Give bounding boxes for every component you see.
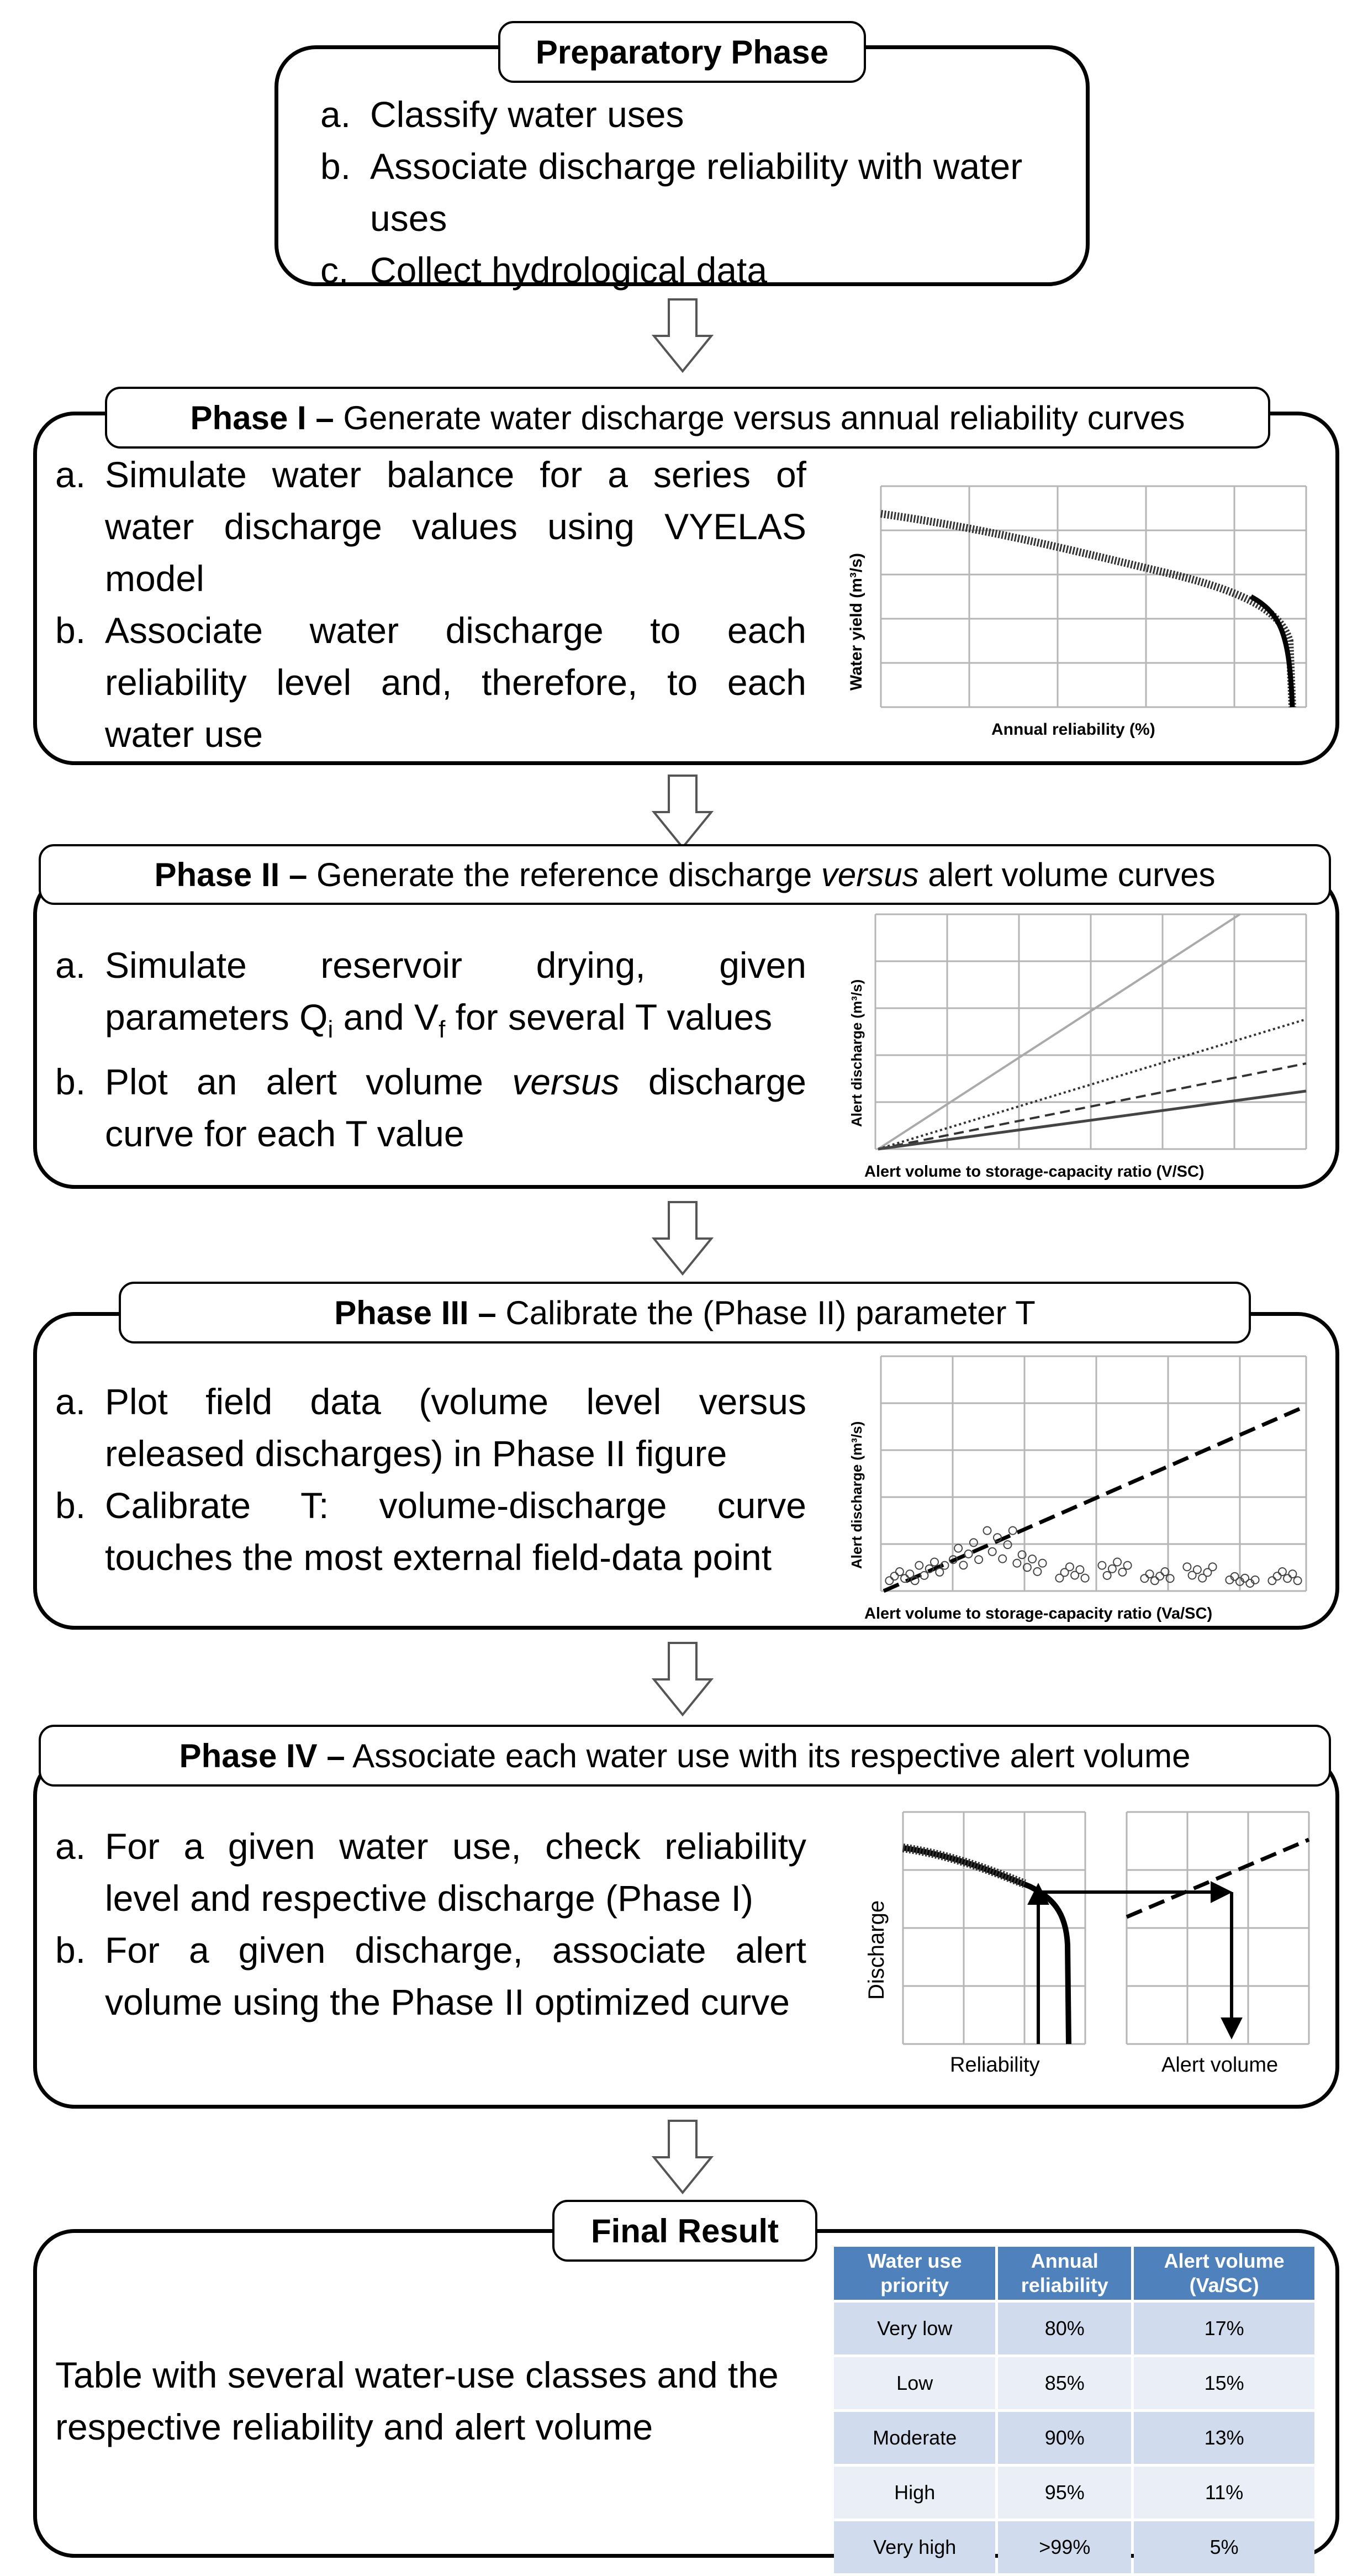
- phase3-list: a. Plot field data (volume level versus released discharges) in Phase II figure b. Calibrate T: volume-discharge curve touches the most external field-data point: [55, 1376, 806, 1583]
- field-data-point: [1118, 1568, 1126, 1576]
- result-table: [831, 2244, 1317, 2576]
- phase2-chart-xlabel: Alert volume to storage-capacity ratio (V/SC): [864, 1163, 1205, 1181]
- field-data-point: [1028, 1555, 1036, 1563]
- down-arrow-icon: [649, 1641, 716, 1718]
- phase1-yield-curve-tail: [1251, 597, 1292, 707]
- field-data-point: [1151, 1577, 1159, 1584]
- field-data-point: [931, 1558, 938, 1566]
- phase1-list: a. Simulate water balance for a series of water discharge values using VYELAS model b. Associate water discharge to each reliability level and, therefore, to each water use: [55, 449, 806, 760]
- table-row: Low 85% 15%: [834, 2357, 1314, 2409]
- phase2-item-b: Plot an alert volume versus discharge curve for each T value: [105, 1061, 806, 1154]
- phase1-item-b: Associate water discharge to each reliability level and, therefore, to each water use: [105, 610, 806, 755]
- field-data-point: [891, 1572, 899, 1580]
- field-data-point: [975, 1556, 983, 1563]
- phase1-chart-xlabel: Annual reliability (%): [991, 720, 1155, 739]
- field-data-point: [1209, 1563, 1217, 1571]
- prep-item-b: Associate discharge reliability with water uses: [370, 146, 1023, 239]
- down-arrow-icon: [649, 297, 716, 375]
- phase2-chart-ylabel: Alert discharge (m³/s): [848, 979, 865, 1127]
- phase1-chart: [831, 475, 1328, 740]
- field-data-point: [1268, 1577, 1276, 1584]
- phase4-item-b: For a given discharge, associate alert volume using the Phase II optimized curve: [105, 1930, 806, 2022]
- final-result-title: Final Result: [552, 2200, 817, 2262]
- field-data-point: [984, 1527, 991, 1535]
- phase4-chart-xlabel-left: Reliability: [950, 2053, 1040, 2077]
- field-data-point: [936, 1568, 943, 1576]
- field-data-point: [906, 1570, 913, 1578]
- down-arrow-icon: [649, 1200, 716, 1277]
- field-data-point: [921, 1572, 928, 1579]
- field-data-point: [1103, 1572, 1111, 1579]
- preparatory-phase-list: a. Classify water uses b. Associate discharge reliability with water uses c. Collect hydrological data: [320, 88, 1082, 296]
- phase2-curve-t1: [878, 914, 1240, 1149]
- field-data-point: [1284, 1574, 1291, 1582]
- phase3-calibrated-curve: [884, 1406, 1306, 1591]
- field-data-point: [970, 1539, 978, 1546]
- phase4-reliability-curve: [903, 1848, 1069, 2044]
- field-data-point: [1081, 1574, 1089, 1582]
- phase3-title: Phase III – Calibrate the (Phase II) parameter T: [119, 1282, 1251, 1344]
- phase3-item-b: Calibrate T: volume-discharge curve touches the most external field-data point: [105, 1485, 806, 1578]
- field-data-point: [915, 1562, 923, 1569]
- phase4-title: Phase IV – Associate each water use with its respective alert volume: [39, 1725, 1331, 1787]
- down-arrow-icon: [649, 773, 716, 851]
- phase2-item-a: Simulate reservoir drying, given parameters $Q_i$ and $V_f$ for several T values: [105, 945, 806, 1043]
- phase2-list: a. Simulate reservoir drying, given parameters $Q_i$ and $V_f$ for several T values b. Plot an alert volume versus discharge curve for each T value: [55, 939, 806, 1160]
- result-header-alert-volume: Alert volume (Va/SC): [1134, 2247, 1314, 2300]
- field-data-point: [1066, 1563, 1074, 1571]
- field-data-point: [1108, 1565, 1116, 1573]
- result-header-priority: Water use priority: [834, 2247, 995, 2300]
- preparatory-phase-title: Preparatory Phase: [498, 21, 866, 83]
- table-row: Moderate 90% 13%: [834, 2412, 1314, 2464]
- phase2-curve-t4: [878, 1091, 1306, 1149]
- result-header-reliability: Annual reliability: [998, 2247, 1131, 2300]
- field-data-point: [885, 1577, 893, 1584]
- field-data-point: [1009, 1527, 1017, 1535]
- field-data-point: [1288, 1570, 1296, 1578]
- field-data-point: [1193, 1566, 1201, 1573]
- field-data-point: [1113, 1558, 1121, 1566]
- phase3-chart-ylabel: Alert discharge (m³/s): [848, 1421, 865, 1569]
- phase3-chart: [831, 1348, 1328, 1630]
- field-data-point: [954, 1545, 962, 1552]
- result-table-header: [834, 2247, 1314, 2300]
- phase1-chart-ylabel: Water yield (m³/s): [847, 553, 865, 691]
- field-data-point: [1274, 1572, 1281, 1580]
- phase2-title: Phase II – Generate the reference discharge versus alert volume curves: [39, 844, 1331, 905]
- phase2-chart: [831, 906, 1328, 1188]
- field-data-point: [965, 1550, 973, 1558]
- phase4-alert-volume-curve: [1127, 1840, 1309, 1917]
- field-data-point: [1033, 1568, 1041, 1576]
- field-data-point: [1140, 1574, 1148, 1582]
- field-data-point: [1183, 1563, 1191, 1571]
- field-data-point: [1013, 1560, 1021, 1567]
- prep-item-a: Classify water uses: [370, 94, 684, 135]
- prep-item-c: Collect hydrological data: [370, 250, 768, 291]
- field-data-point: [989, 1548, 996, 1556]
- phase1-title: Phase I – Generate water discharge versus annual reliability curves: [105, 387, 1270, 449]
- field-data-point: [896, 1568, 904, 1576]
- final-result-text: Table with several water-use classes and the respective reliability and alert volume: [55, 2354, 779, 2447]
- field-data-point: [1294, 1577, 1302, 1584]
- phase4-list: a. For a given water use, check reliability level and respective discharge (Phase I) b. For a given discharge, associate alert volume using the Phase II optimized curve: [55, 1820, 806, 2028]
- field-data-point: [1124, 1562, 1132, 1569]
- field-data-point: [1156, 1572, 1164, 1580]
- down-arrow-icon: [649, 2119, 716, 2196]
- field-data-point: [959, 1561, 967, 1569]
- phase4-chart: [831, 1790, 1328, 2077]
- field-data-point: [999, 1555, 1006, 1563]
- phase4-chart-xlabel-right: Alert volume: [1161, 2053, 1279, 2077]
- table-row: Very low 80% 17%: [834, 2303, 1314, 2354]
- field-data-point: [1039, 1560, 1047, 1567]
- phase2-curve-t2: [878, 1019, 1306, 1149]
- phase3-chart-xlabel: Alert volume to storage-capacity ratio (Va/SC): [864, 1605, 1213, 1622]
- phase1-yield-curve: [881, 514, 1292, 707]
- phase1-item-a: Simulate water balance for a series of water discharge values using VYELAS model: [105, 454, 806, 599]
- table-row: Very high >99% 5%: [834, 2521, 1314, 2573]
- field-data-point: [1076, 1566, 1084, 1573]
- phase3-item-a: Plot field data (volume level versus released discharges) in Phase II figure: [105, 1381, 806, 1474]
- phase4-item-a: For a given water use, check reliability level and respective discharge (Phase I): [105, 1826, 806, 1919]
- field-data-point: [1279, 1568, 1286, 1576]
- field-data-point: [1146, 1570, 1154, 1578]
- field-data-point: [1098, 1562, 1106, 1569]
- phase4-chart-ylabel: Discharge: [864, 1900, 889, 2000]
- field-data-point: [901, 1574, 909, 1582]
- table-row: High 95% 11%: [834, 2467, 1314, 2519]
- phase4-lookup-arrows: [1030, 1884, 1240, 2044]
